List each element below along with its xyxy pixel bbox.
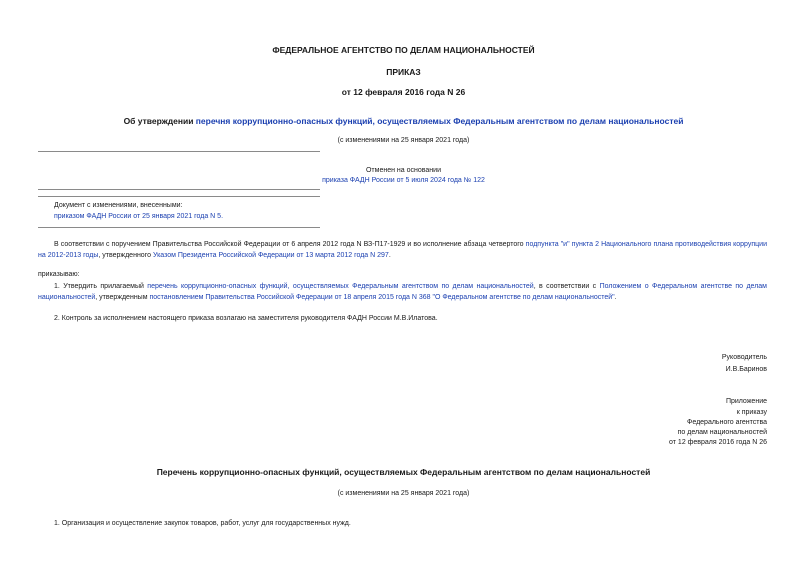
title-prefix: Об утверждении — [123, 116, 196, 126]
appendix-line-2: к приказу — [736, 409, 767, 416]
signature-role: Руководитель — [721, 354, 767, 361]
document-type: ПРИКАЗ — [386, 67, 421, 77]
signature-name: И.В.Баринов — [725, 366, 767, 373]
amendments-link[interactable]: приказом ФАДН России от 25 января 2021 года N 5. — [54, 213, 224, 220]
title-link[interactable]: перечня коррупционно-опасных функций, осуществляемых Федеральным агентством по делам национальностей — [195, 116, 684, 126]
item1-link-regulation[interactable]: Положением о Федеральном агентстве по делам национальностей — [38, 283, 767, 301]
document-title — [0, 116, 807, 126]
order-item-1 — [38, 282, 767, 303]
appendix-line-1: Приложение — [725, 398, 767, 405]
document-date-number: от 12 февраля 2016 года N 26 — [341, 87, 466, 97]
changes-note: (с изменениями на 25 января 2021 года) — [337, 137, 470, 144]
appendix-line-5: от 12 февраля 2016 года N 26 — [669, 439, 767, 446]
item1-link-list[interactable]: перечень коррупционно-опасных функций, осуществляемых Федеральным агентством по делам национальностей — [147, 283, 534, 290]
order-item-2: 2. Контроль за исполнением настоящего приказа возлагаю на заместителя руководителя ФАДН России М.В.Илатова. — [54, 315, 438, 322]
item1-link-resolution[interactable]: постановлением Правительства Российской Федерации от 18 апреля 2015 года N 368 "О Федеральном агентстве по делам национальностей" — [149, 293, 615, 301]
separator-line — [38, 151, 320, 152]
preamble-link-decree[interactable]: Указом Президента Российской Федерации от 13 марта 2012 года N 297 — [152, 251, 389, 259]
separator-line — [38, 227, 320, 228]
list-item: 1. Организация и осуществление закупок товаров, работ, услуг для государственных нужд. — [54, 520, 351, 527]
list-title: Перечень коррупционно-опасных функций, осуществляемых Федеральным агентством по делам национальностей — [156, 467, 651, 477]
agency-name: ФЕДЕРАЛЬНОЕ АГЕНТСТВО ПО ДЕЛАМ НАЦИОНАЛЬНОСТЕЙ — [272, 45, 535, 55]
separator-line — [38, 189, 320, 190]
item1-text: 1. Утвердить прилагаемый — [54, 283, 148, 290]
amendments-label: Документ с изменениями, внесенными: — [54, 202, 183, 209]
order-word: приказываю: — [38, 271, 80, 278]
appendix-line-4: по делам национальностей — [677, 429, 767, 436]
appendix-line-3: Федерального агентства — [687, 419, 767, 426]
preamble-link-national-plan[interactable]: подпункта "и" пункта 2 Национального плана противодействия коррупции на 2012-2013 годы — [38, 241, 767, 259]
item1-text: . — [614, 293, 617, 301]
cancelled-link[interactable]: приказа ФАДН России от 5 июля 2024 года № 122 — [322, 177, 485, 184]
item1-text: , утвержденным — [95, 293, 150, 301]
preamble-text: . — [388, 251, 391, 259]
preamble-text: , утвержденного — [98, 251, 153, 259]
list-changes-note: (с изменениями на 25 января 2021 года) — [337, 490, 470, 497]
preamble-paragraph — [38, 240, 767, 261]
cancelled-label: Отменен на основании — [365, 167, 441, 174]
separator-line — [38, 196, 320, 197]
item1-text: , в соответствии с — [533, 283, 600, 290]
preamble-text: В соответствии с поручением Правительства Российской Федерации от 6 апреля 2012 года N ВЗ-П17-1929 и во исполнение абзаца четвертого — [54, 241, 526, 248]
